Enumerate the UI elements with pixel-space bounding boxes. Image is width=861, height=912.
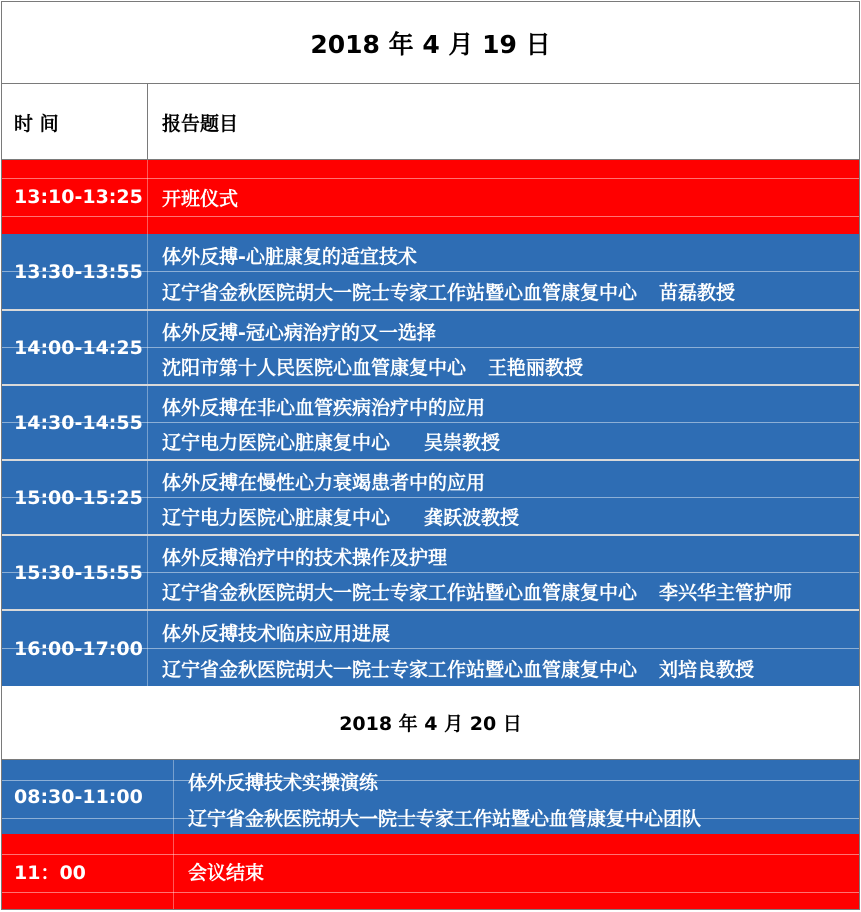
row-time: 13:10-13:25: [2, 160, 148, 234]
row-speaker: 辽宁省金秋医院胡大一院士专家工作站暨心血管康复中心: [162, 659, 638, 681]
row-topic: 体外反搏技术临床应用进展: [162, 623, 391, 645]
table-row: [2, 834, 859, 909]
row-topic: 体外反搏在非心血管疾病治疗中的应用: [162, 397, 486, 419]
row-speaker: 辽宁省金秋医院胡大一院士专家工作站暨心血管康复中心: [162, 282, 638, 304]
row-person: 刘培良教授: [659, 659, 755, 681]
header-topic: 报告题目: [162, 112, 239, 135]
row-topic: 体外反搏技术实操演练: [188, 772, 379, 794]
row-speaker: 辽宁电力医院心脏康复中心: [162, 432, 391, 454]
row-time: 08:30-11:00: [2, 760, 174, 834]
row-topic: 体外反搏-心脏康复的适宜技术: [162, 246, 417, 268]
row-topic: 会议结束: [188, 862, 265, 884]
row-person: 苗磊教授: [659, 282, 736, 304]
row-person: 李兴华主管护师: [659, 582, 793, 604]
row-person: 王艳丽教授: [488, 357, 584, 379]
table-row: [2, 160, 859, 234]
row-time: 15:00-15:25: [2, 461, 148, 534]
row-speaker: 辽宁省金秋医院胡大一院士专家工作站暨心血管康复中心团队: [188, 808, 702, 830]
row-time: 13:30-13:55: [2, 234, 148, 309]
row-time: 16:00-17:00: [2, 611, 148, 686]
row-speaker: 辽宁电力医院心脏康复中心: [162, 507, 391, 529]
row-speaker: 辽宁省金秋医院胡大一院士专家工作站暨心血管康复中心: [162, 582, 638, 604]
row-person: 吴崇教授: [424, 432, 501, 454]
table-row: [2, 461, 859, 534]
row-time: 15:30-15:55: [2, 536, 148, 609]
row-person: 龚跃波教授: [424, 507, 520, 529]
table-row: [2, 760, 859, 834]
row-time: 14:00-14:25: [2, 311, 148, 384]
row-topic: 开班仪式: [162, 187, 239, 210]
header-time: 时 间: [2, 84, 148, 160]
row-topic: 体外反搏-冠心病治疗的又一选择: [162, 322, 436, 344]
table-row: [2, 386, 859, 459]
table-row: [2, 611, 859, 686]
row-topic: 体外反搏在慢性心力衰竭患者中的应用: [162, 472, 486, 494]
row-time: 14:30-14:55: [2, 386, 148, 459]
schedule-table: [1, 1, 860, 910]
day1-title: 2018 年 4 月 19 日: [2, 2, 859, 84]
row-topic: 体外反搏治疗中的技术操作及护理: [162, 547, 448, 569]
table-header: [2, 84, 859, 160]
row-time: 11：00: [2, 834, 174, 909]
row-speaker: 沈阳市第十人民医院心血管康复中心: [162, 357, 467, 379]
table-row: [2, 536, 859, 609]
day2-title: 2018 年 4 月 20 日: [2, 686, 859, 760]
table-row: [2, 234, 859, 309]
table-row: [2, 311, 859, 384]
